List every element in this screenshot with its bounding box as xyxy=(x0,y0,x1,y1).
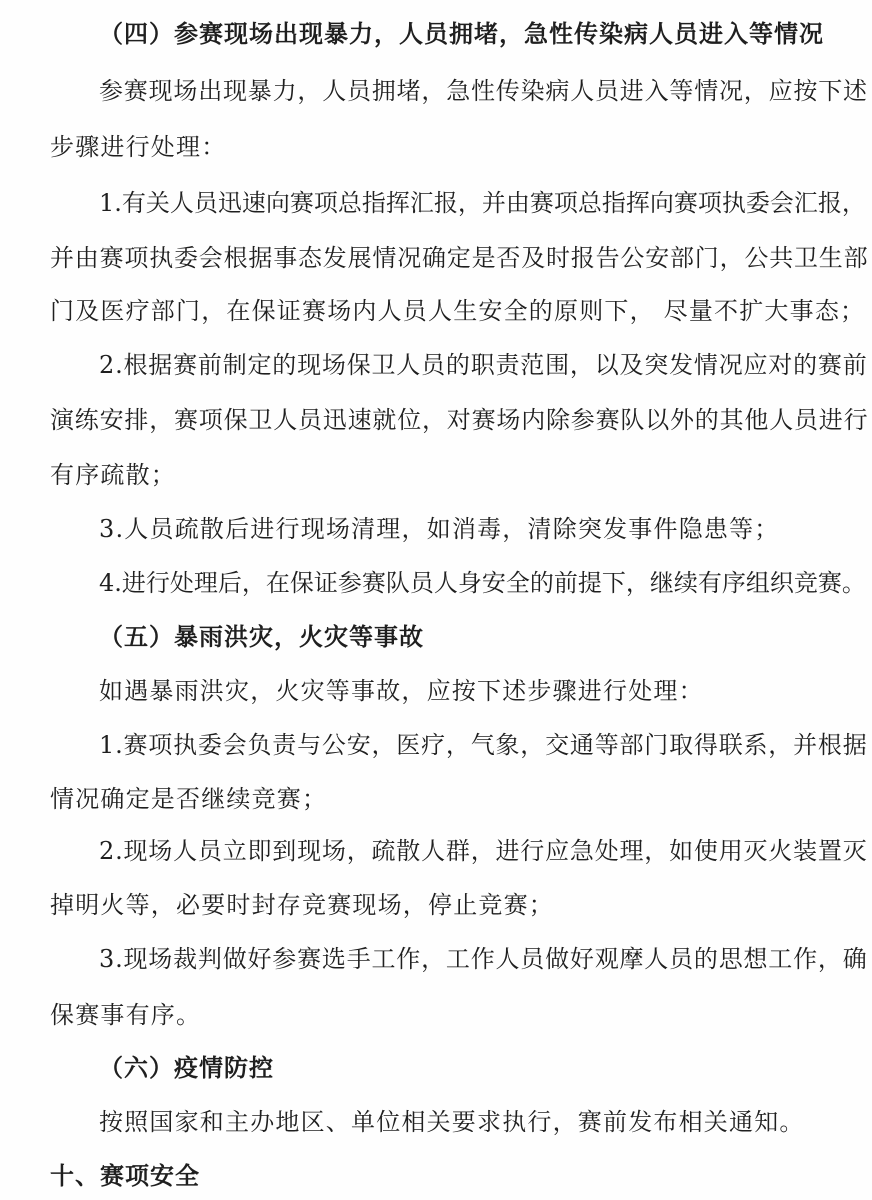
section-4-item-2-line-1: 2.根据赛前制定的现场保卫人员的职责范围，以及突发情况应对的赛前 xyxy=(99,351,868,379)
section-4-item-4: 4.进行处理后，在保证参赛队员人身安全的前提下，继续有序组织竞赛。 xyxy=(99,569,866,597)
section-4-item-1-line-1: 1.有关人员迅速向赛项总指挥汇报，并由赛项总指挥向赛项执委会汇报， xyxy=(99,189,866,217)
section-4-item-2-line-3: 有序疏散； xyxy=(50,461,176,489)
section-5-item-3-line-1: 3.现场裁判做好参赛选手工作，工作人员做好观摩人员的思想工作，确 xyxy=(99,945,868,973)
section-4-item-3: 3.人员疏散后进行现场清理，如消毒，清除突发事件隐患等； xyxy=(99,515,780,543)
section-6-heading: （六）疫情防控 xyxy=(99,1053,274,1082)
section-5-item-1-line-2: 情况确定是否继续竞赛； xyxy=(50,785,328,813)
section-5-item-1-line-1: 1.赛项执委会负责与公安，医疗，气象，交通等部门取得联系，并根据 xyxy=(99,731,868,759)
section-5-item-2-line-2: 掉明火等，必要时封存竞赛现场，停止竞赛； xyxy=(50,891,554,919)
section-5-item-3-line-2: 保赛事有序。 xyxy=(50,1001,202,1029)
section-4-item-1-line-2: 并由赛项执委会根据事态发展情况确定是否及时报告公安部门，公共卫生部 xyxy=(50,244,869,272)
section-6-body: 按照国家和主办地区、单位相关要求执行，赛前发布相关通知。 xyxy=(99,1108,805,1136)
section-4-item-2-line-2: 演练安排，赛项保卫人员迅速就位，对赛场内除参赛队以外的其他人员进行 xyxy=(50,406,869,434)
section-5-item-2-line-1: 2.现场人员立即到现场，疏散人群，进行应急处理，如使用灭火装置灭 xyxy=(99,837,868,865)
section-5-intro: 如遇暴雨洪灾，火灾等事故，应按下述步骤进行处理： xyxy=(99,677,704,705)
section-4-item-1-line-3: 门及医疗部门，在保证赛场内人员人生安全的原则下， 尽量不扩大事态； xyxy=(50,297,866,325)
section-4-intro-line-2: 步骤进行处理： xyxy=(50,133,227,161)
section-10-heading: 十、赛项安全 xyxy=(50,1161,200,1190)
section-4-heading: （四）参赛现场出现暴力，人员拥堵，急性传染病人员进入等情况 xyxy=(99,19,824,48)
section-5-heading: （五）暴雨洪灾，火灾等事故 xyxy=(99,622,424,651)
section-4-intro-line-1: 参赛现场出现暴力，人员拥堵，急性传染病人员进入等情况，应按下述 xyxy=(99,77,868,105)
